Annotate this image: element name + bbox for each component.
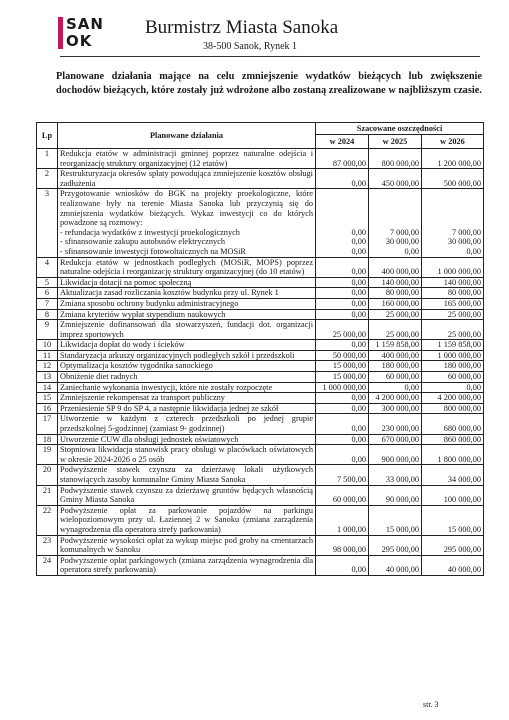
row-number: 11: [37, 350, 58, 361]
subitem-text: - refundacja wydatków z inwestycji proekologicznych: [60, 227, 240, 237]
table-row: [37, 320, 484, 340]
action-description: [58, 350, 316, 361]
subitem-text: - sfinansowanie inwestycji fotowoltaicznych na MOSiR: [60, 246, 246, 256]
row-number: 21: [37, 485, 58, 505]
savings-2024: 0,00: [316, 393, 369, 404]
action-description: [58, 445, 316, 465]
savings-2024: 0,00: [316, 434, 369, 445]
action-description: [58, 189, 316, 257]
header-divider: [60, 56, 480, 57]
action-text: Likwidacja dopłat do wody i ścieków: [60, 340, 185, 350]
savings-2024: 50 000,00: [316, 350, 369, 361]
savings-2026: 4 200 000,00: [422, 393, 484, 404]
row-number: 20: [37, 465, 58, 485]
savings-2026: 0,00: [422, 382, 484, 393]
savings-2026: 1 200 000,00: [422, 149, 484, 169]
savings-table: [36, 122, 484, 576]
savings-2024: 98 000,00: [316, 535, 369, 555]
table-row: [37, 445, 484, 465]
row-number: 18: [37, 434, 58, 445]
action-text: Zmiana sposobu ochrony budynku administracyjnego: [60, 298, 239, 308]
row-number: 2: [37, 169, 58, 189]
savings-2024: 87 000,00: [316, 149, 369, 169]
savings-2026: 1 000 000,00: [422, 257, 484, 277]
savings-2025: 180 000,00: [369, 361, 422, 372]
savings-2025: 40 000,00: [369, 555, 422, 575]
savings-2025: 4 200 000,00: [369, 393, 422, 404]
savings-2026: 860 000,00: [422, 434, 484, 445]
table-row: [37, 372, 484, 383]
savings-2024: 0,00: [316, 340, 369, 351]
savings-2025: 90 000,00: [369, 485, 422, 505]
savings-2025: 25 000,00: [369, 320, 422, 340]
row-number: 4: [37, 257, 58, 277]
subitem-value: 7 000,00: [389, 227, 419, 237]
action-text: Aktualizacja zasad rozliczania kosztów budynku przy ul. Rynek 1: [60, 288, 279, 298]
action-description: [58, 320, 316, 340]
subitem-value: 0,00: [351, 246, 366, 256]
subitem-value: 30 000,00: [385, 237, 419, 247]
savings-2026: 25 000,00: [422, 320, 484, 340]
row-number: 19: [37, 445, 58, 465]
action-text: Przeniesienie SP 9 do SP 4, a następnie likwidacja jednej ze szkół: [60, 403, 279, 413]
savings-2024: 0,00: [316, 298, 369, 309]
action-text: Podwyższenie stawek czynszu za dzierżawę gruntów będących własnością Gminy Miasta Sanoka: [60, 485, 313, 505]
action-text: Podwyższenie stawek czynszu za dzierżawę lokali użytkowych stanowiących zasoby komunalne Gminy Miasta Sanoka: [60, 465, 313, 484]
action-description: [58, 485, 316, 505]
table-row: [37, 505, 484, 535]
savings-2026: 500 000,00: [422, 169, 484, 189]
savings-2024: 7 500,00: [316, 465, 369, 485]
table-row: [37, 257, 484, 277]
table-row: [37, 555, 484, 575]
savings-2025: 670 000,00: [369, 434, 422, 445]
column-header-2025: w 2025: [369, 135, 422, 149]
action-text: Utworzenie CUW dla obsługi jednostek oświatowych: [60, 434, 239, 444]
action-text: Podwyższenie wysokości opłat za wykup miejsc pod groby na cmentarzach komunalnych w Sanoku: [60, 535, 313, 555]
row-number: 22: [37, 505, 58, 535]
column-header-2024: w 2024: [316, 135, 369, 149]
column-header-savings: Szacowane oszczędności: [316, 123, 484, 135]
action-text: Obniżenie diet radnych: [60, 372, 138, 382]
row-number: 23: [37, 535, 58, 555]
action-description: [58, 309, 316, 320]
savings-2024: 0,00: [316, 555, 369, 575]
action-description: [58, 505, 316, 535]
table-row: [37, 277, 484, 288]
savings-2026: 180 000,00: [422, 361, 484, 372]
logo-line-1: SAN: [66, 15, 104, 33]
savings-2025: 1 159 858,00: [369, 340, 422, 351]
savings-2024: 1 000 000,00: [316, 382, 369, 393]
savings-2025: 230 000,00: [369, 414, 422, 434]
table-row: [37, 340, 484, 351]
action-text: Redukcja etatów w jednostkach podległych (MOSiR, MOPS) poprzez naturalne odejścia i reorganizację struktury organizacyjnej (do 10 etatów): [60, 257, 313, 277]
savings-2026: 15 000,00: [422, 505, 484, 535]
subitem-value: 0,00: [351, 237, 366, 247]
action-text: Restrukturyzacja okresów spłaty powodująca zmniejszenie kosztów obsługi zadłużenia: [60, 169, 313, 188]
page-number: str. 3: [423, 700, 439, 709]
savings-2025: 60 000,00: [369, 372, 422, 383]
savings-2024: 0,00: [316, 288, 369, 299]
logo-line-2: OK: [66, 32, 93, 50]
table-row: [37, 350, 484, 361]
savings-2025: 80 000,00: [369, 288, 422, 299]
action-text: Utworzenie w każdym z czterech przedszkoli po jednej grupie przedszkolnej 5-godzinnej (zamiast 9- godzinnej): [60, 414, 313, 434]
table-row: [37, 382, 484, 393]
savings-2026: [422, 189, 484, 257]
row-number: 7: [37, 298, 58, 309]
subitem-value: 0,00: [466, 246, 482, 256]
action-description: [58, 277, 316, 288]
table-row: [37, 169, 484, 189]
row-number: 15: [37, 393, 58, 404]
action-description: [58, 169, 316, 189]
savings-2025: 300 000,00: [369, 403, 422, 414]
savings-2024: 0,00: [316, 277, 369, 288]
table-row: [37, 403, 484, 414]
row-number: 9: [37, 320, 58, 340]
sanok-logo: [58, 15, 104, 51]
savings-2024: 0,00: [316, 169, 369, 189]
savings-2024: 0,00: [316, 445, 369, 465]
action-text: Zmniejszenie dofinansowań dla stowarzyszeń, fundacji dot. organizacji imprez sportowych: [60, 320, 313, 339]
action-description: [58, 361, 316, 372]
savings-2025: 900 000,00: [369, 445, 422, 465]
savings-2026: 165 000,00: [422, 298, 484, 309]
action-description: [58, 414, 316, 434]
action-description: [58, 403, 316, 414]
savings-2025: 33 000,00: [369, 465, 422, 485]
action-description: [58, 288, 316, 299]
savings-2025: 400 000,00: [369, 350, 422, 361]
row-number: 13: [37, 372, 58, 383]
action-description: [58, 465, 316, 485]
row-number: 6: [37, 288, 58, 299]
savings-2025: 0,00: [369, 382, 422, 393]
row-number: 5: [37, 277, 58, 288]
action-text: Podwyższenie opłat parkingowych (zmiana zarządzenia wynagrodzenia dla operatora strefy parkowania): [60, 555, 313, 575]
savings-2026: 1 800 000,00: [422, 445, 484, 465]
savings-2026: 25 000,00: [422, 309, 484, 320]
action-text: Zaniechanie wykonania inwestycji, które nie zostały rozpoczęte: [60, 382, 273, 392]
subitem-value: 0,00: [404, 246, 419, 256]
action-description: [58, 434, 316, 445]
action-text: Przygotowanie wniosków do BGK na projekty proekologiczne, które realizowane były na terenie Miasta Sanoka lub przyczynią się do zmniejszenia wydatków bieżących. Wykaz inwestycji co do których powadzone są rozmowy:: [60, 189, 313, 228]
savings-2026: 60 000,00: [422, 372, 484, 383]
table-row: [37, 393, 484, 404]
savings-2026: 80 000,00: [422, 288, 484, 299]
action-description: [58, 393, 316, 404]
table-row: [37, 434, 484, 445]
action-description: [58, 149, 316, 169]
savings-2026: 295 000,00: [422, 535, 484, 555]
row-number: 10: [37, 340, 58, 351]
savings-2025: 400 000,00: [369, 257, 422, 277]
address-line: 38-500 Sanok, Rynek 1: [203, 41, 298, 52]
savings-2026: 1 000 000,00: [422, 350, 484, 361]
row-number: 17: [37, 414, 58, 434]
savings-2026: 800 000,00: [422, 403, 484, 414]
savings-2024: 60 000,00: [316, 485, 369, 505]
table-row: [37, 288, 484, 299]
row-number: 14: [37, 382, 58, 393]
savings-2025: 160 000,00: [369, 298, 422, 309]
table-row: [37, 189, 484, 257]
row-number: 24: [37, 555, 58, 575]
savings-2025: 450 000,00: [369, 169, 422, 189]
action-text: Standaryzacja arkuszy organizacyjnych podległych szkół i przedszkoli: [60, 350, 295, 360]
action-text: Optymalizacja kosztów tygodnika sanockiego: [60, 361, 213, 371]
page-title: Burmistrz Miasta Sanoka: [145, 17, 339, 38]
table-row: [37, 309, 484, 320]
savings-2025: 15 000,00: [369, 505, 422, 535]
savings-2026: 140 000,00: [422, 277, 484, 288]
savings-2024: 0,00: [316, 414, 369, 434]
column-header-lp: Lp: [37, 123, 58, 149]
action-description: [58, 340, 316, 351]
subitem-value: 30 000,00: [447, 237, 482, 247]
action-description: [58, 298, 316, 309]
action-text: Podwyższenie opłat za parkowanie pojazdów na parkingu wielopoziomowym przy ul. Łaziennej 2 w Sanoku (zmiana zarządzenia wynagrodzenia dla operatora strefy parkowania): [60, 505, 313, 534]
action-description: [58, 382, 316, 393]
savings-2025: 25 000,00: [369, 309, 422, 320]
subitem-value: 7 000,00: [451, 227, 482, 237]
savings-2024: 15 000,00: [316, 361, 369, 372]
savings-2026: 680 000,00: [422, 414, 484, 434]
intro-paragraph: Planowane działania mające na celu zmniejszenie wydatków bieżących lub zwiększenie dochodów bieżących, które zostały już wdrożone albo zostaną zrealizowane w najbliższym czasie.: [56, 71, 482, 96]
row-number: 12: [37, 361, 58, 372]
column-header-2026: w 2026: [422, 135, 484, 149]
table-row: [37, 361, 484, 372]
table-row: [37, 485, 484, 505]
savings-2024: [316, 189, 369, 257]
savings-2024: 1 000,00: [316, 505, 369, 535]
savings-2026: 100 000,00: [422, 485, 484, 505]
action-text: Redukcja etatów w administracji gminnej poprzez naturalne odejścia i reorganizację struktury organizacyjnej (12 etatów): [60, 149, 313, 168]
savings-2024: 25 000,00: [316, 320, 369, 340]
table-row: [37, 535, 484, 555]
table-row: [37, 298, 484, 309]
action-description: [58, 372, 316, 383]
table-row: [37, 149, 484, 169]
subitem-value: 0,00: [351, 227, 366, 237]
action-description: [58, 257, 316, 277]
logo-accent-bar: [58, 17, 63, 49]
savings-2026: 34 000,00: [422, 465, 484, 485]
action-description: [58, 555, 316, 575]
row-number: 1: [37, 149, 58, 169]
savings-2024: 0,00: [316, 257, 369, 277]
table-row: [37, 414, 484, 434]
savings-2026: 1 159 858,00: [422, 340, 484, 351]
action-text: Zmiana kryteriów wypłat stypendium naukowych: [60, 309, 226, 319]
table-row: [37, 465, 484, 485]
savings-2026: 40 000,00: [422, 555, 484, 575]
savings-2024: 15 000,00: [316, 372, 369, 383]
column-header-action: Planowane działania: [58, 123, 316, 149]
action-text: Zmniejszenie rekompensat za transport publiczny: [60, 393, 225, 403]
subitem-text: - sfinansowanie zakupu autobusów elektrycznych: [60, 237, 225, 247]
action-description: [58, 535, 316, 555]
savings-2024: 0,00: [316, 309, 369, 320]
action-text: Likwidacja dotacji na pomoc społeczną: [60, 277, 192, 287]
savings-2025: [369, 189, 422, 257]
savings-2025: 800 000,00: [369, 149, 422, 169]
action-text: Stopniowa likwidacja stanowisk pracy obsługi w placówkach oświatowych w okresie 2024-2026 o 25 osób: [60, 445, 313, 464]
row-number: 3: [37, 189, 58, 257]
savings-2025: 295 000,00: [369, 535, 422, 555]
row-number: 8: [37, 309, 58, 320]
savings-2024: 0,00: [316, 403, 369, 414]
row-number: 16: [37, 403, 58, 414]
savings-2025: 140 000,00: [369, 277, 422, 288]
